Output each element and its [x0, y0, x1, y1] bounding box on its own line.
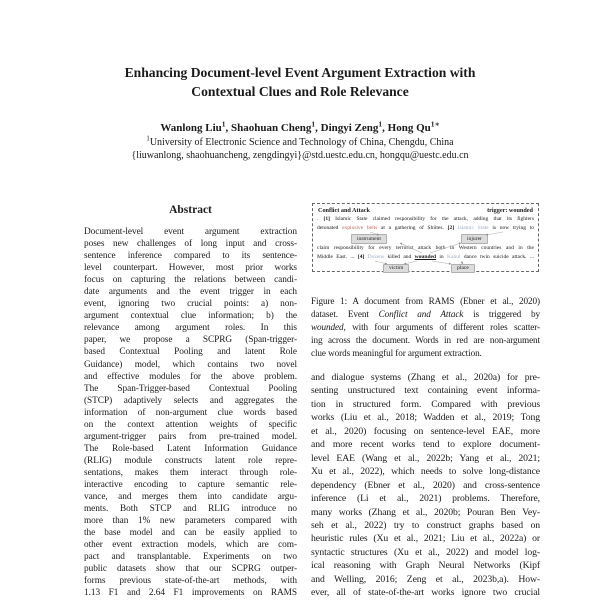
text-line: inference (Li et al., 2021) problems. Therefore,: [311, 493, 540, 505]
text-line: on the context attention weights of specific: [84, 419, 297, 430]
text-line: more than 1% new parameters compared with: [84, 516, 297, 527]
text-segment: University of Electronic Science and Technology of China, Chengdu, China: [149, 137, 454, 148]
text-segment: dance twin suicide attack. ...: [460, 254, 534, 260]
text-segment: killed and: [384, 254, 415, 260]
text-line: based Contextual Pooling and latent Role: [84, 347, 297, 358]
text-line: The Role-based Latent Information Guidance: [84, 443, 297, 454]
text-segment: ing across the document. Words in red are non-argument: [311, 335, 540, 345]
left-column: [84, 204, 297, 599]
text-segment: is triggered by: [463, 309, 540, 319]
text-line: Document-level event argument extraction: [84, 227, 297, 237]
text-line: 1.13 F1 and 2.64 F1 improvements on RAMS: [84, 588, 297, 599]
text-line: (STCP) adaptively selects and aggregates the: [84, 395, 297, 406]
figure-text-line-1: [317, 216, 534, 223]
figure-text-line-2: [317, 225, 534, 232]
text-segment: 1∗: [430, 119, 440, 129]
text-line: The Span-Trigger-based Contextual Pooling: [84, 383, 297, 394]
text-line: ever, all of state-of-the-art works ignore two crucial: [311, 587, 540, 599]
text-segment: clue words meaningful for argument extraction.: [311, 348, 482, 358]
text-segment: .: [317, 216, 324, 222]
text-line: argument-trigger pairs from pre-trained model.: [84, 431, 297, 442]
text-line: paper, we propose a SCPRG (Span-trigger-: [84, 335, 297, 346]
figure-text-line-4: [317, 254, 534, 261]
text-segment: , Hong Qu: [382, 122, 431, 134]
text-segment: 1: [311, 119, 316, 129]
abstract-text: [84, 226, 297, 599]
text-line: (RLIG) module constructs latent role repre-: [84, 455, 297, 466]
text-line: Xu et al., 2022), which needs to solve long-distance: [311, 466, 540, 478]
text-segment: wounded: [311, 322, 344, 332]
text-line: sentations, makes them interact through role-: [84, 467, 297, 478]
text-line: dependency (Ebner et al., 2020) and cross-sentence: [311, 479, 540, 491]
text-line: sentence inference compared to its sentence-: [84, 251, 297, 262]
text-segment: Islamic State claimed responsibility for the attack, adding that its fighters: [329, 216, 534, 222]
text-line: argument contextual clue information; b) the: [84, 311, 297, 322]
role-chip-place: place: [451, 264, 475, 274]
text-segment: Wanlong Liu: [160, 122, 222, 134]
text-segment: is now trying to: [488, 225, 534, 231]
text-segment: Islamic State: [457, 225, 489, 231]
text-line: level EAE (Wang et al., 2022b; Yang et al., 2021;: [311, 452, 540, 464]
paper-title-line2: Contextual Clues and Role Relevance: [191, 83, 409, 99]
text-segment: 1: [146, 135, 150, 143]
text-line: et al., 2020) focusing on sentence-level EAE, more: [311, 425, 540, 437]
text-segment: , Dingyi Zeng: [315, 122, 379, 134]
text-segment: [1]: [323, 216, 330, 222]
text-line: many works (Zhang et al., 2020b; Pouran Ben Vey-: [311, 506, 540, 518]
text-segment: wounded: [414, 254, 437, 260]
text-line: [311, 295, 540, 308]
text-segment: [4]: [357, 254, 365, 260]
text-segment: , with four arguments of different roles scatter-: [343, 322, 540, 332]
email-line: {liuwanlong, shaohuancheng, zengdingyi}@std.uestc.edu.cn, hongqu@uestc.edu.cn: [131, 150, 469, 161]
text-line: the base model and can be easily applied to: [84, 528, 297, 539]
figure-trigger-label: trigger: wounded: [487, 207, 533, 214]
figure1-caption: [311, 295, 540, 360]
text-line: [311, 321, 540, 334]
text-line: tion in structured form. Compared with previous: [311, 398, 540, 410]
text-line: and dialogue systems (Zhang et al., 2020a) for pre-: [311, 372, 540, 383]
text-segment: Figure 1: A document from RAMS (Ebner et al., 2020): [311, 296, 540, 306]
text-line: [311, 334, 540, 347]
text-line: heuristic rules (Xu et al., 2021; Liu et al., 2022a) or: [311, 533, 540, 545]
text-segment: Kabul: [447, 254, 461, 260]
text-line: Guidance) model, which contains two novel: [84, 359, 297, 370]
text-line: vance, and merges them into candidate argu-: [84, 492, 297, 503]
text-line: other event extraction models, which are com-: [84, 540, 297, 551]
text-line: [311, 347, 540, 360]
text-segment: in: [436, 254, 448, 260]
text-line: relevance among argument roles. In this: [84, 323, 297, 334]
text-line: and Welling, 2016; Zeng et al., 2023b,a). How-: [311, 573, 540, 585]
paper-title-line1: Enhancing Document-level Event Argument Extraction with: [124, 65, 476, 80]
text-line: public datasets show that our SCPRG outper-: [84, 564, 297, 575]
paper-title: [0, 64, 600, 101]
intro-body-text: [311, 371, 540, 600]
text-line: and effective modules for the above problem.: [84, 371, 297, 382]
text-segment: 1: [378, 119, 383, 129]
text-line: syntactic structures (Xu et al., 2022) and model log-: [311, 546, 540, 558]
text-line: and more recent works tend to explore document-: [311, 439, 540, 451]
text-segment: , Shaohuan Cheng: [225, 122, 312, 134]
text-segment: Dozens: [367, 254, 385, 260]
text-line: pact and transplantable. Experiments on two: [84, 552, 297, 563]
figure1-document-box: [312, 203, 539, 272]
text-line: ments. Both STCP and RLIG introduce no: [84, 504, 297, 515]
text-line: event, ignoring two crucial points: a) non-: [84, 299, 297, 310]
text-line: forms previous state-of-the-art methods, with: [84, 576, 297, 587]
text-line: senting unstructured text containing event informa-: [311, 385, 540, 397]
figure-header: [318, 207, 533, 214]
text-line: date arguments and the event trigger in each: [84, 287, 297, 298]
text-line: ical reasoning with Graph Neural Networks (Kipf: [311, 560, 540, 572]
text-segment: Conflict and Attack: [378, 309, 464, 319]
role-argument-arrows-graphic: [313, 204, 540, 273]
text-segment: 1: [221, 119, 226, 129]
figure-text-line-3: [317, 245, 534, 252]
text-line: level counterpart. However, most prior works: [84, 263, 297, 274]
text-segment: Middle East. ...: [317, 254, 358, 260]
text-line: interactive encoding to capture semantic rele-: [84, 479, 297, 490]
text-segment: dataset. Event: [311, 309, 379, 319]
authors-line: [0, 119, 600, 134]
text-line: seh et al., 2022) try to construct graphs based on: [311, 519, 540, 531]
role-chip-injurer: injurer: [461, 234, 488, 244]
text-line: [311, 308, 540, 321]
text-segment: explosive belts: [342, 225, 378, 231]
text-line: information of non-argument clue words based: [84, 407, 297, 418]
text-segment: claim responsibility for every terrorist attack both in Western countries and in the: [317, 245, 534, 251]
text-segment: [2]: [447, 225, 455, 231]
role-chip-instrument: instrument: [351, 234, 387, 244]
text-line: works (Liu et al., 2018; Wadden et al., 2019; Tong: [311, 412, 540, 424]
figure-event-type: Conflict and Attack: [318, 207, 370, 214]
abstract-heading: Abstract: [169, 204, 212, 216]
text-segment: detonated: [317, 225, 343, 231]
text-line: focus on capturing the relations between candi-: [84, 275, 297, 286]
text-line: poses new challenges of long input and cross-: [84, 239, 297, 250]
text-segment: at a gathering of Shiites.: [377, 225, 448, 231]
affiliation-line: [0, 137, 600, 148]
role-chip-victim: victim: [383, 264, 409, 274]
